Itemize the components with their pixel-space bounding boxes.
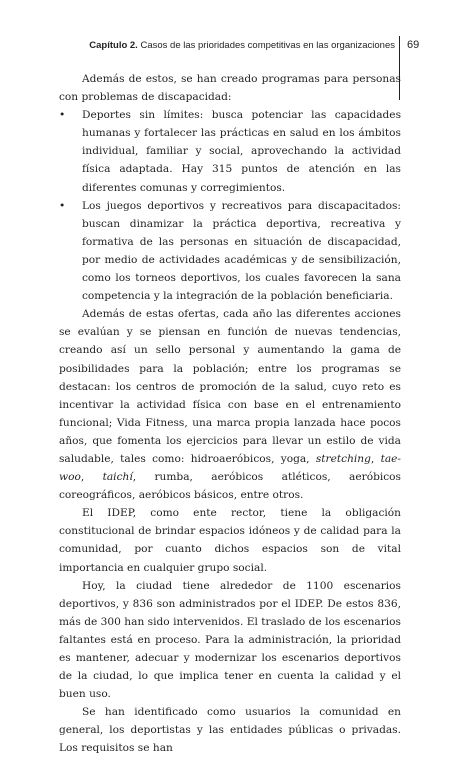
italic-term: taichí <box>102 471 133 484</box>
bullet-item <box>59 106 401 196</box>
paragraph-intro: Además de estos, se han creado programas para personas con problemas de discapacidad: <box>59 73 401 104</box>
separator: , <box>80 471 85 484</box>
bullet-dot: • <box>59 199 66 212</box>
paragraph-text: , rumba, aeróbicos atléticos, aeróbicos coreográficos, aeróbicos básicos, entre otros. <box>59 471 401 502</box>
bullet-text: Los juegos deportivos y recreativos para discapacitados: buscan dinamizar la práctica deportiva, recreativa y formativa de las personas en situación de discapacidad, por medio de actividades académicas y de sensibilización, como los torneos deportivos, los cuales favorecen la sana competencia y la integración de la población beneficiaria. <box>82 199 401 303</box>
italic-term: stretching <box>315 452 371 465</box>
bullet-item <box>59 197 401 306</box>
chapter-title <box>89 40 395 51</box>
bullet-text: Deportes sin límites: busca potenciar las capacidades humanas y fortalecer las prácticas en salud en los ámbitos individual, familiar y social, aprovechando la actividad física adaptada. Hay 315 puntos de atención en las diferentes comunas y corregimientos. <box>82 109 401 194</box>
italic-term: tae-woo <box>59 452 402 484</box>
chapter-label: Capítulo 2. <box>89 40 138 51</box>
running-header <box>0 36 453 56</box>
paragraph-offers <box>59 305 401 504</box>
paragraph-text: Además de estas ofertas, cada año las diferentes acciones se evalúan y se piensan en función de nuevas tendencias, creando así un sello personal y aumentando la gama de posibilidades para la población; entre los programas se destacan: los centros de promoción de la salud, cuyo reto es incentivar la actividad física con base en el entrenamiento funcional; Vida Fitness, una marca propia lanzada hace pocos años, que fomenta los ejercicios para llevar un estilo de vida saludable, tales como: hidroaeróbicos, yoga, <box>59 308 401 465</box>
page-number: 69 <box>407 39 420 51</box>
paragraph-users: Se han identificado como usuarios la comunidad en general, los deportistas y las entidades públicas o privadas. Los requisitos se han <box>59 706 401 755</box>
chapter-name: Casos de las prioridades competitivas en las organizaciones <box>140 40 395 51</box>
separator: , <box>370 452 375 465</box>
paragraph-idep: El IDEP, como ente rector, tiene la obligación constitucional de brindar espacios idóneos y de calidad para la comunidad, por cuanto dichos espacios son de vital importancia en cualquier grupo social. <box>59 507 401 574</box>
bullet-dot: • <box>59 109 66 122</box>
page-body <box>59 70 401 758</box>
paragraph-venues: Hoy, la ciudad tiene alrededor de 1100 escenarios deportivos, y 836 son administrados por el IDEP. De estos 836, más de 300 han sido intervenidos. El traslado de los escenarios faltantes está en proceso. Para la administración, la prioridad es mantener, adecuar y modernizar los escenarios deportivos de la ciudad, lo que implica tener en cuenta la calidad y el buen uso. <box>59 579 401 701</box>
